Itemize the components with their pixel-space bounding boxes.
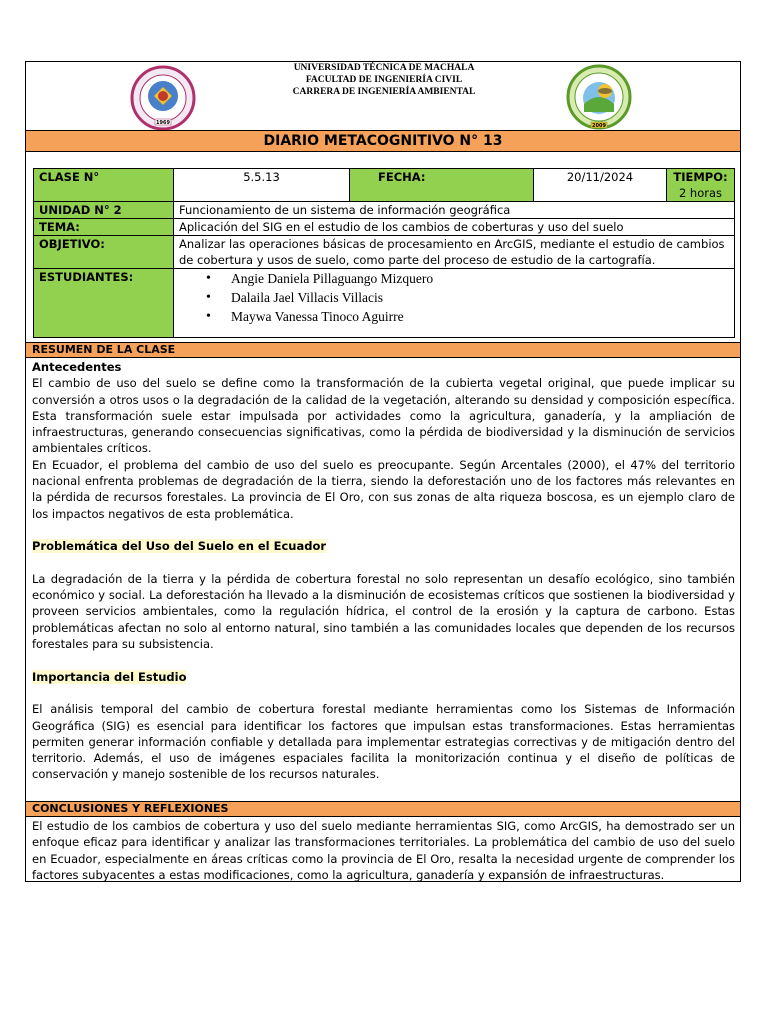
document-title: DIARIO METACOGNITIVO N° 13 (26, 130, 740, 152)
class-info-table (33, 168, 735, 338)
career-name: CARRERA DE INGENIERÍA AMBIENTAL (292, 87, 476, 97)
conclusiones-body (32, 818, 735, 883)
conclusiones-paragraph: El estudio de los cambios de cobertura y uso del suelo mediante herramientas SIG, como ArcGIS, ha demostrado ser un enfoque eficaz para identificar y analizar las transformaciones territoriales. La problemática del cambio de uso del suelo en Ecuador, especialmente en áreas críticas como la provincia de El Oro, resalta la necesidad urgente de comprender los factores subyacentes a estas modificaciones, como la agricultura, ganadería y expansión de infraestructuras. (32, 819, 735, 882)
problematica-heading: Problemática del Uso del Suelo en el Ecuador (32, 539, 327, 554)
objetivo-row (34, 236, 735, 269)
tema-row (34, 219, 735, 236)
class-row (34, 169, 735, 202)
resumen-body (32, 359, 735, 783)
student-item: • Angie Daniela Pillaguango Mizquero (206, 269, 729, 288)
unidad-row (34, 202, 735, 219)
faculty-name: FACULTAD DE INGENIERÍA CIVIL (305, 75, 463, 85)
resumen-bar: RESUMEN DE LA CLASE (26, 342, 740, 358)
clase-label: CLASE N° (34, 169, 174, 202)
right-logo-year: 2009 (592, 123, 606, 129)
tiempo-cell (667, 169, 735, 202)
university-seal-logo (130, 65, 196, 131)
clase-value: 5.5.13 (174, 169, 350, 202)
tiempo-label: TIEMPO: (673, 170, 728, 184)
problematica-paragraph: La degradación de la tierra y la pérdida de cobertura forestal no solo representan un desafío ecológico, sino también económico y social. La deforestación ha llevado a la disminución de ecosistemas críticos que sostienen la biodiversidad y proveen servicios ambientales, como la regulación hídrica, el control de la erosión y la captura de carbono. Estas problemáticas afectan no solo al entorno natural, sino también a las comunidades locales que dependen de los recursos forestales para su subsistencia. (32, 571, 735, 652)
estudiantes-row (34, 269, 735, 338)
career-logo (566, 64, 632, 132)
objetivo-value: Analizar las operaciones básicas de procesamiento en ArcGIS, mediante el estudio de cambios de cobertura y usos de suelo, como parte del proceso de estudio de la cartografía. (174, 236, 735, 269)
estudiantes-label: ESTUDIANTES: (34, 269, 174, 338)
student-item: • Maywa Vanessa Tinoco Aguirre (206, 307, 729, 326)
left-logo-year: 1969 (156, 120, 170, 126)
fecha-value: 20/11/2024 (534, 169, 667, 202)
tema-value: Aplicación del SIG en el estudio de los cambios de coberturas y uso del suelo (174, 219, 735, 236)
conclusiones-bar: CONCLUSIONES Y REFLEXIONES (26, 801, 740, 817)
document-header (26, 62, 740, 130)
document-frame (25, 61, 741, 882)
importancia-heading: Importancia del Estudio (32, 669, 187, 684)
importancia-paragraph: El análisis temporal del cambio de cobertura forestal mediante herramientas como los Sistemas de Información Geográfica (SIG) es esencial para identificar los factores que impulsan estas transformaciones. Estas herramientas permiten generar información confiable y detallada para implementar estrategias correctivas y de mitigación dentro del territorio. Además, el uso de imágenes espaciales facilita la monitorización continua y el diseño de políticas de conservación y manejo sostenible de los recursos naturales. (32, 702, 735, 782)
tema-label: TEMA: (34, 219, 174, 236)
university-name: UNIVERSIDAD TÉCNICA DE MACHALA (293, 63, 475, 73)
unidad-value: Funcionamiento de un sistema de información geográfica (174, 202, 735, 219)
estudiantes-value (174, 269, 735, 338)
objetivo-label: OBJETIVO: (34, 236, 174, 269)
student-item: • Dalaila Jael Villacis Villacis (206, 288, 729, 307)
fecha-label: FECHA: (350, 169, 534, 202)
students-list (179, 269, 729, 326)
antecedentes-paragraph-1: El cambio de uso del suelo se define como la transformación de la cubierta vegetal original, que puede implicar su conversión a otros usos o la degradación de la calidad de la vegetación, alterando su densidad y composición específica. Esta transformación suele estar impulsada por actividades como la agricultura, ganadería, y la ampliación de infraestructuras, generando consecuencias significativas, como la pérdida de biodiversidad y la disminución de servicios ambientales críticos. (32, 376, 735, 456)
tiempo-value: 2 horas (678, 186, 723, 200)
antecedentes-heading: Antecedentes (32, 360, 122, 374)
antecedentes-paragraph-2: En Ecuador, el problema del cambio de uso del suelo es preocupante. Según Arcentales (2000), el 47% del territorio nacional enfrenta problemas de degradación de la tierra, siendo la deforestación uno de los factores más relevantes en la pérdida de recursos forestales. La provincia de El Oro, con sus zonas de alta riqueza boscosa, es un ejemplo claro de los impactos negativos de esta problemática. (32, 457, 735, 521)
unidad-label: UNIDAD N° 2 (34, 202, 174, 219)
university-lines (226, 62, 542, 98)
